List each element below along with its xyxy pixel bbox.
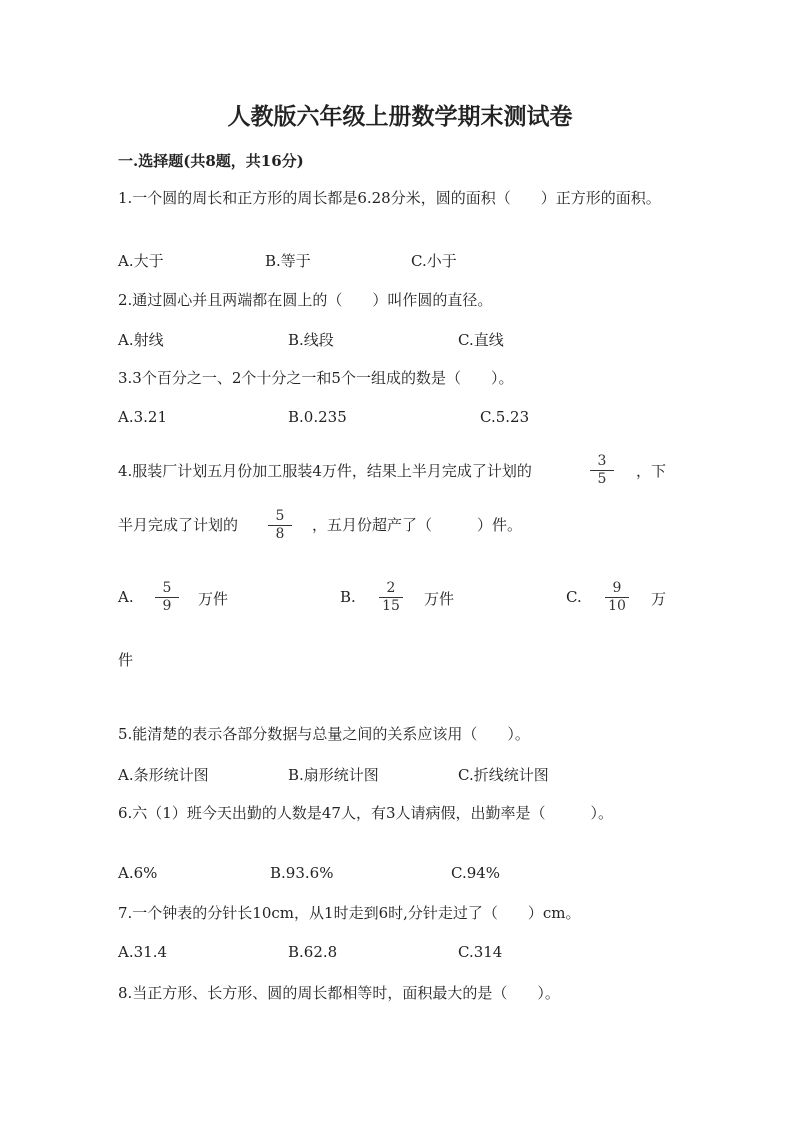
q4-fraction-5-8: [268, 508, 292, 543]
q4-option-c-fraction[interactable]: [605, 580, 629, 615]
q1-option-a[interactable]: A.大于: [118, 252, 164, 270]
fraction-numerator: 2: [386, 580, 396, 596]
question-1: 1.一个圆的周长和正方形的周长都是6.28分米，圆的面积（ ）正方形的面积。: [118, 189, 661, 207]
question-4-line-2-end: ，五月份超产了（ ）件。: [312, 516, 523, 534]
q5-option-b[interactable]: B.扇形统计图: [288, 766, 379, 784]
section-heading: 一.选择题(共8题，共16分): [118, 152, 304, 170]
page-title: 人教版六年级上册数学期末测试卷: [227, 103, 573, 130]
q3-option-c[interactable]: C.5.23: [480, 408, 530, 426]
q3-option-b[interactable]: B.0.235: [288, 408, 347, 426]
q7-option-b[interactable]: B.62.8: [288, 943, 338, 961]
fraction-denominator: 8: [268, 525, 292, 543]
fraction-denominator: 5: [590, 470, 614, 488]
fraction-denominator: 10: [605, 597, 629, 615]
q4-option-b-fraction[interactable]: [379, 580, 403, 615]
q1-option-b[interactable]: B.等于: [265, 252, 311, 270]
q1-option-c[interactable]: C.小于: [411, 252, 457, 270]
fraction-numerator: 5: [162, 580, 172, 596]
q4-option-c-label[interactable]: C.: [566, 588, 582, 606]
q4-option-b-label[interactable]: B.: [340, 588, 356, 606]
question-4-line-1: 4.服装厂计划五月份加工服装4万件，结果上半月完成了计划的: [118, 462, 532, 480]
q4-fraction-3-5: [590, 453, 614, 488]
q5-option-a[interactable]: A.条形统计图: [118, 766, 209, 784]
question-7: 7.一个钟表的分针长10cm，从1时走到6时,分针走过了（ ）cm。: [118, 904, 581, 922]
q2-option-b[interactable]: B.线段: [288, 331, 334, 349]
q4-option-a-fraction[interactable]: [155, 580, 179, 615]
q2-option-a[interactable]: A.射线: [118, 331, 164, 349]
question-6: 6.六（1）班今天出勤的人数是47人，有3人请病假，出勤率是（ ）。: [118, 804, 613, 822]
q7-option-a[interactable]: A.31.4: [118, 943, 167, 961]
q4-option-c-unit: 万: [651, 590, 667, 608]
question-8: 8.当正方形、长方形、圆的周长都相等时，面积最大的是（ ）。: [118, 984, 560, 1002]
fraction-numerator: 9: [612, 580, 622, 596]
q4-option-a-unit: 万件: [198, 590, 229, 608]
question-3: 3.3个百分之一、2个十分之一和5个一组成的数是（ ）。: [118, 369, 514, 387]
question-4-line-2: 半月完成了计划的: [118, 516, 239, 534]
q6-option-c[interactable]: C.94%: [451, 864, 501, 882]
question-5: 5.能清楚的表示各部分数据与总量之间的关系应该用（ ）。: [118, 725, 530, 743]
q5-option-c[interactable]: C.折线统计图: [458, 766, 549, 784]
question-4-line-1-end: ，下: [636, 462, 667, 480]
q6-option-a[interactable]: A.6%: [118, 864, 158, 882]
q2-option-c[interactable]: C.直线: [458, 331, 504, 349]
q4-option-c-unit-wrap: 件: [118, 651, 134, 669]
q6-option-b[interactable]: B.93.6%: [270, 864, 334, 882]
q4-option-a-label[interactable]: A.: [118, 588, 134, 606]
fraction-denominator: 15: [379, 597, 403, 615]
q4-option-b-unit: 万件: [424, 590, 455, 608]
fraction-denominator: 9: [155, 597, 179, 615]
fraction-numerator: 5: [275, 508, 285, 524]
question-2: 2.通过圆心并且两端都在圆上的（ ）叫作圆的直径。: [118, 291, 493, 309]
fraction-numerator: 3: [597, 453, 607, 469]
q3-option-a[interactable]: A.3.21: [118, 408, 167, 426]
q7-option-c[interactable]: C.314: [458, 943, 503, 961]
